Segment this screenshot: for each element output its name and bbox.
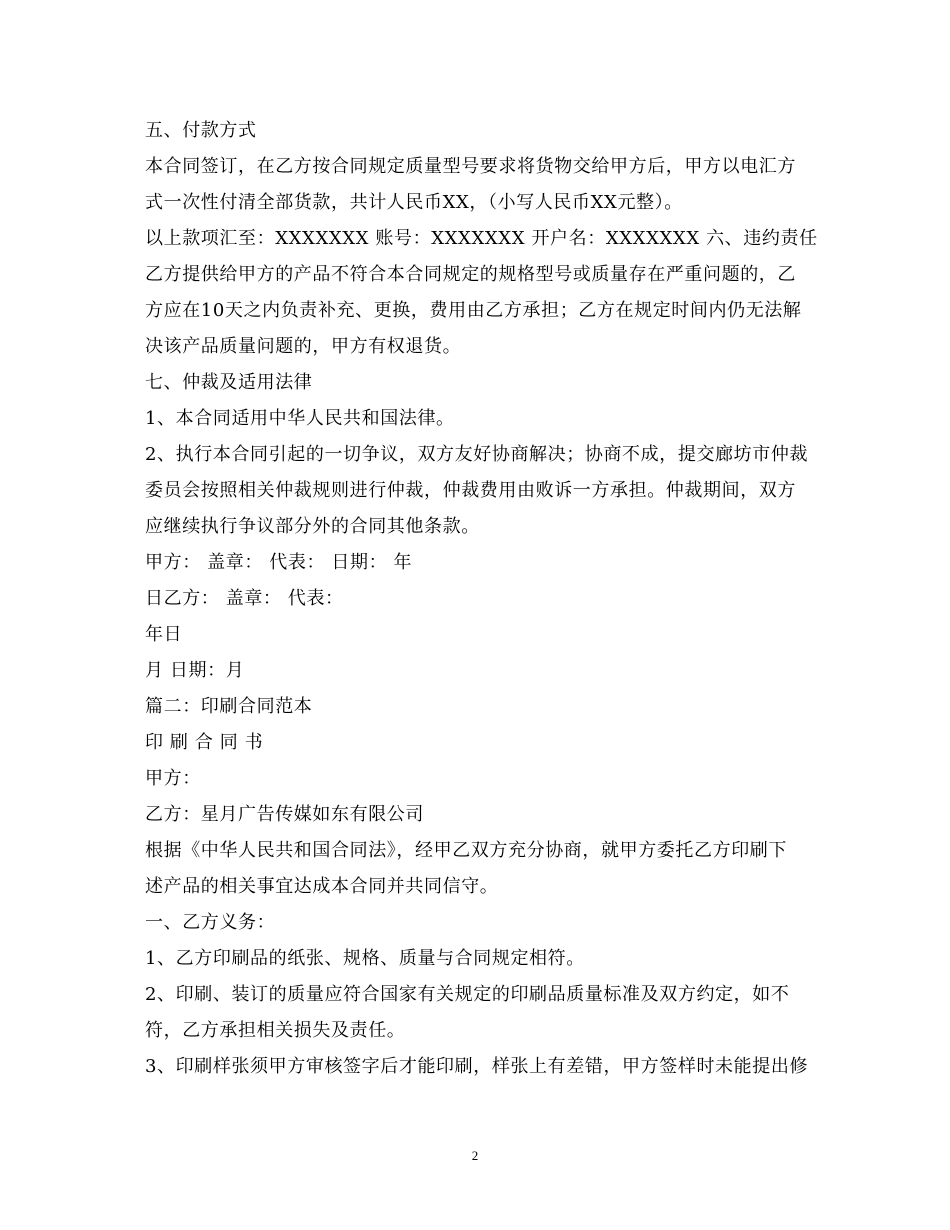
part-two-heading: 篇二：印刷合同范本 [145,696,313,717]
paragraph-line: 式一次性付清全部货款，共计人民币XX，（小写人民币XX元整）。 [145,192,683,213]
contract-title: 印 刷 合 同 书 [145,732,264,753]
paragraph-line: 述产品的相关事宜达成本合同并共同信守。 [145,876,499,897]
section-heading-payment: 五、付款方式 [145,120,257,141]
document-body [145,113,818,1085]
paragraph-line: 2、执行本合同引起的一切争议，双方友好协商解决；协商不成，提交廊坊市仲裁 [145,444,809,465]
paragraph-line: 以上款项汇至：XXXXXXX 账号：XXXXXXX 开户名：XXXXXXX 六、违约责任 [145,228,818,249]
signature-line: 日乙方： 盖章： 代表： [145,588,344,609]
paragraph-line: 本合同签订，在乙方按合同规定质量型号要求将货物交给甲方后，甲方以电汇方 [145,156,796,177]
section-heading-obligations: 一、乙方义务： [145,912,276,933]
section-heading-arbitration: 七、仲裁及适用法律 [145,372,313,393]
signature-line: 甲方： 盖章： 代表： 日期： 年 [145,552,413,573]
paragraph-line: 1、本合同适用中华人民共和国法律。 [145,408,455,429]
party-b-line: 乙方：星月广告传媒如东有限公司 [145,804,424,825]
paragraph-line: 2、印刷、装订的质量应符合国家有关规定的印刷品质量标准及双方约定，如不 [145,984,790,1005]
page-number: 2 [471,1148,479,1163]
signature-line: 年日 [145,624,183,645]
paragraph-line: 1、乙方印刷品的纸张、规格、质量与合同规定相符。 [145,948,585,969]
paragraph-line: 方应在10天之内负责补充、更换，费用由乙方承担；乙方在规定时间内仍无法解 [145,300,802,321]
paragraph-line: 委员会按照相关仲裁规则进行仲裁，仲裁费用由败诉一方承担。仲裁期间，双方 [145,480,796,501]
paragraph-line: 根据《中华人民共和国合同法》，经甲乙双方充分协商，就甲方委托乙方印刷下 [145,840,787,861]
paragraph-line: 决该产品质量问题的，甲方有权退货。 [145,336,462,357]
paragraph-line: 符，乙方承担相关损失及责任。 [145,1020,406,1041]
party-a-line: 甲方： [145,768,201,789]
paragraph-line: 应继续执行争议部分外的合同其他条款。 [145,516,480,537]
signature-line: 月 日期：月 [145,660,245,681]
paragraph-line: 3、印刷样张须甲方审核签字后才能印刷，样张上有差错，甲方签样时未能提出修 [145,1056,809,1077]
paragraph-line: 乙方提供给甲方的产品不符合本合同规定的规格型号或质量存在严重问题的，乙 [145,264,796,285]
